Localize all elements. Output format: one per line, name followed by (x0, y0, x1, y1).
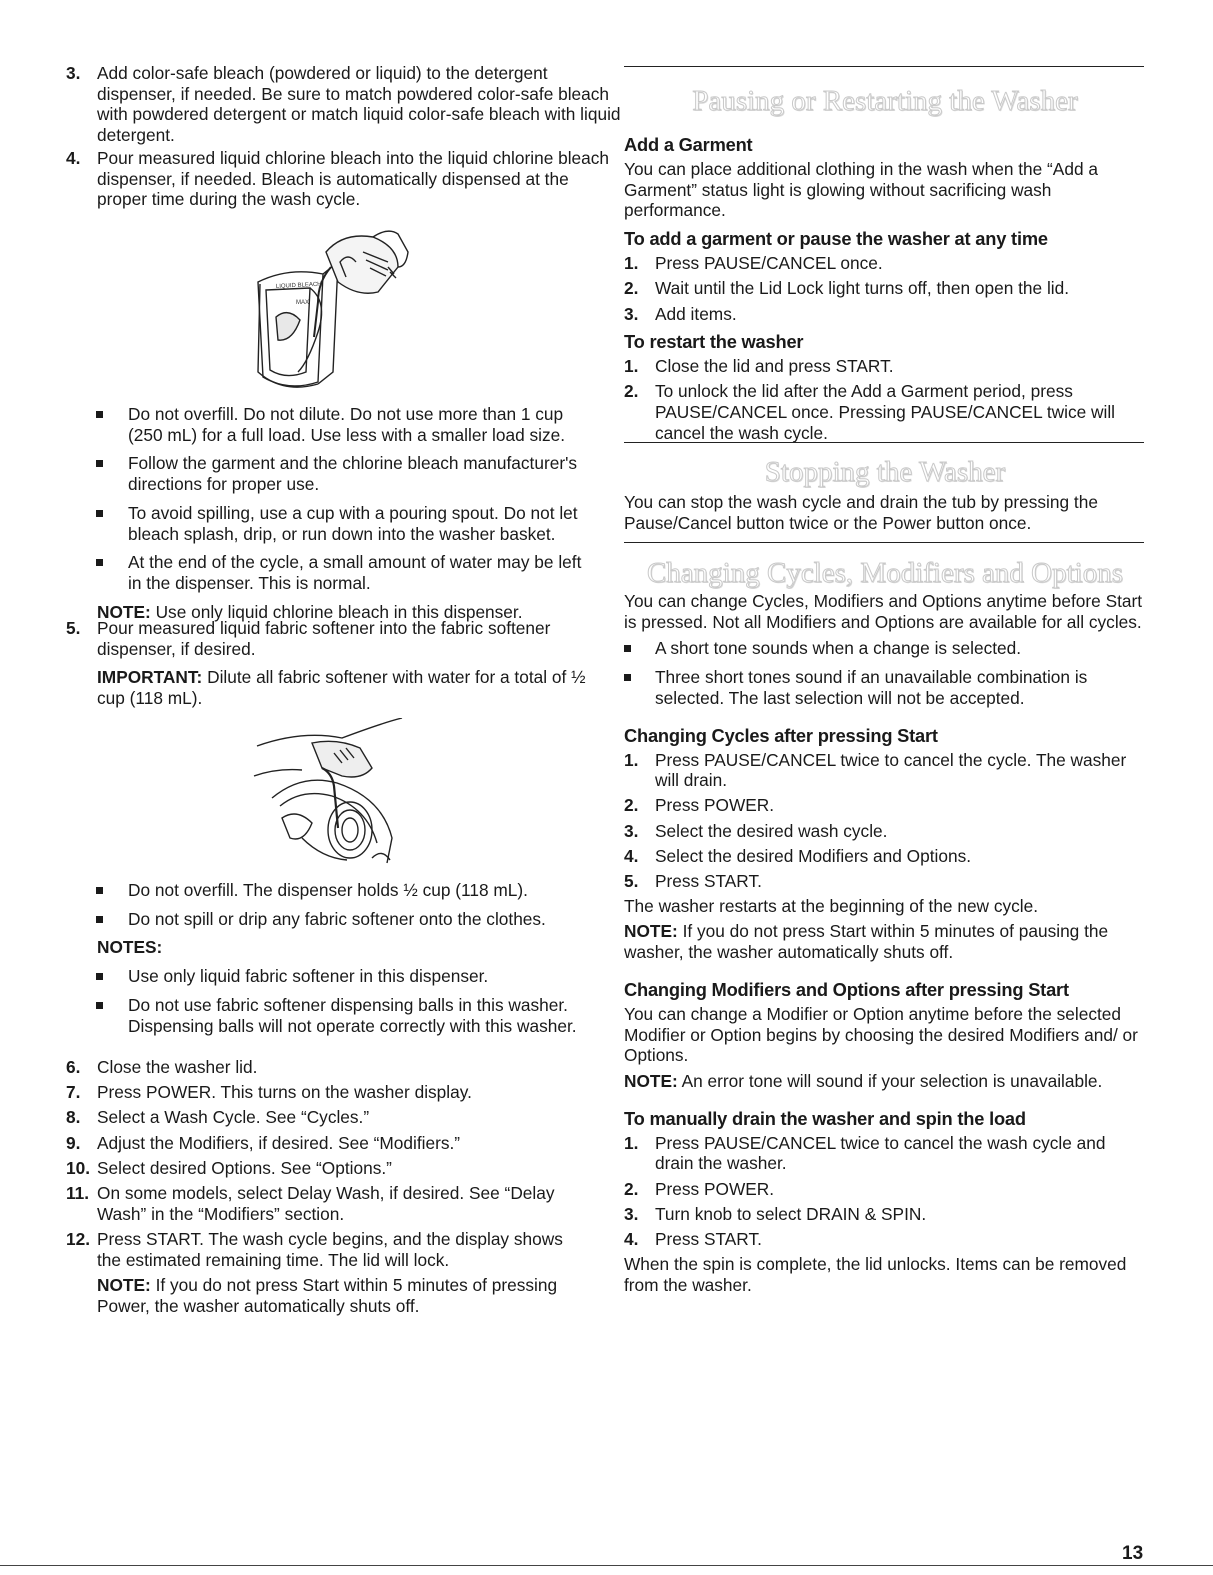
step-number: 5. (66, 618, 81, 638)
list-item: A short tone sounds when a change is selected. (624, 638, 1146, 659)
drain-step-4 (624, 1229, 1146, 1250)
important-text: Dilute all fabric softener with water for a total of ½ cup (118 mL). (97, 667, 586, 709)
modifiers-text: You can change a Modifier or Option anytime before the selected Modifier or Option begins by choosing the desired Modifiers and/ or Options. (624, 1003, 1138, 1066)
section-title-pausing: Pausing or Restarting the Washer (692, 85, 1078, 117)
step-text: Press POWER. (655, 795, 775, 816)
step-text: On some models, select Delay Wash, if desired. See “Delay Wash” in the “Modifiers” section. (97, 1183, 555, 1224)
step-text: Select desired Options. See “Options.” (97, 1157, 392, 1178)
step-number: 5. (624, 871, 639, 892)
stopping-text: You can stop the wash cycle and drain the tub by pressing the Pause/Cancel button twice or the Power button once. (624, 492, 1098, 533)
cycles-step-2 (624, 795, 1146, 816)
step-number: 10. (66, 1157, 91, 1178)
step-12 (66, 1229, 591, 1270)
list-item: Follow the garment and the chlorine bleach manufacturer's directions for proper use. (66, 453, 591, 494)
step-text: Press START. (655, 1228, 762, 1249)
note-label: NOTE: (624, 1070, 678, 1091)
step-text: Press POWER. (655, 1178, 775, 1199)
step-text: Turn knob to select DRAIN & SPIN. (655, 1203, 927, 1224)
note-text: If you do not press Start within 5 minutes of pausing the washer, the washer automatically shuts off. (624, 921, 1109, 963)
to-add-step-1 (624, 253, 1146, 274)
restart-step-1 (624, 356, 1146, 377)
step-4 (66, 148, 622, 210)
step-number: 3. (624, 1203, 639, 1224)
step-text: Close the washer lid. (97, 1057, 258, 1077)
step-text: Pour measured liquid chlorine bleach into the liquid chlorine bleach dispenser, if needed. Bleach is automatically dispensed at the proper time during the wash cycle. (97, 148, 610, 210)
step-text: Wait until the Lid Lock light turns off, then open the lid. (655, 278, 1070, 299)
changing-cycles-heading: Changing Cycles after pressing Start (624, 724, 938, 746)
changing-modifiers-heading: Changing Modifiers and Options after pressing Start (624, 978, 1069, 1000)
step-number: 12. (66, 1228, 91, 1249)
to-add-step-2 (624, 278, 1146, 299)
max-label: MAX (296, 300, 310, 306)
step-text: Select the desired wash cycle. (655, 820, 888, 841)
step-text: Press START. The wash cycle begins, and the display shows the estimated remaining time. The lid will lock. (97, 1228, 563, 1270)
note-error-tone (624, 1071, 1146, 1092)
note-text: An error tone will sound if your selection is unavailable. (677, 1070, 1103, 1091)
drain-step-2 (624, 1179, 1146, 1200)
step-number: 4. (624, 845, 639, 866)
step-number: 6. (66, 1057, 81, 1077)
step-text: Close the lid and press START. (655, 356, 894, 377)
step-9 (66, 1133, 591, 1154)
drain-done-text: When the spin is complete, the lid unlocks. Items can be removed from the washer. (624, 1254, 1127, 1295)
cycles-step-4 (624, 846, 1146, 867)
step-text: Pour measured liquid fabric softener into the fabric softener dispenser, if desired. (97, 618, 551, 659)
step-5 (66, 618, 591, 659)
add-garment-heading: Add a Garment (624, 134, 753, 155)
step-number: 7. (66, 1082, 81, 1103)
step-text: Press PAUSE/CANCEL twice to cancel the cycle. The washer will drain. (655, 749, 1127, 791)
drain-step-3 (624, 1204, 1146, 1225)
cycles-step-3 (624, 821, 1146, 842)
notes-heading: NOTES: (97, 937, 163, 958)
section-title-stopping: Stopping the Washer (764, 456, 1006, 488)
softener-dispenser-illustration (242, 718, 422, 868)
step-number: 1. (624, 749, 639, 770)
step-8 (66, 1107, 591, 1128)
step-number: 8. (66, 1107, 81, 1128)
step-5-block (66, 618, 591, 709)
to-add-heading: To add a garment or pause the washer at any time (624, 228, 1048, 250)
liquid-bleach-label: LIQUID BLEACH (275, 281, 322, 290)
note-label: NOTE: (97, 601, 151, 622)
page-number: 13 (1122, 1543, 1144, 1564)
list-item: Do not overfill. Do not dilute. Do not use more than 1 cup (250 mL) for a full load. Use less with a smaller load size. (66, 404, 591, 445)
step-number: 2. (624, 1178, 639, 1199)
add-garment-text: You can place additional clothing in the wash when the “Add a Garment” status light is glowing without sacrificing wash performance. (624, 159, 1098, 221)
list-item: Do not use fabric softener dispensing balls in this washer. Dispensing balls will not operate correctly with this washer. (66, 995, 591, 1036)
step-3 (66, 63, 622, 146)
step-number: 9. (66, 1132, 81, 1153)
section-divider (624, 66, 1144, 67)
restarts-text: The washer restarts at the beginning of the new cycle. (624, 896, 1039, 917)
changing-section (624, 591, 1146, 1296)
note-label: NOTE: (624, 921, 678, 942)
step-number: 1. (624, 356, 639, 377)
note-label: NOTE: (97, 1274, 151, 1295)
list-item: To avoid spilling, use a cup with a pouring spout. Do not let bleach splash, drip, or run down into the washer basket. (66, 503, 591, 544)
important-label: IMPORTANT: (97, 667, 203, 688)
footer-rule (0, 1565, 1213, 1566)
changing-intro: You can change Cycles, Modifiers and Options anytime before Start is pressed. Not all Modifiers and Options are available for all cycles. (624, 591, 1143, 632)
note-text: If you do not press Start within 5 minutes of pressing Power, the washer automatically shuts off. (97, 1274, 558, 1316)
step-number: 1. (624, 253, 639, 274)
step-number: 2. (624, 795, 639, 816)
bleach-bullet-list (66, 404, 591, 622)
step-number: 2. (624, 381, 639, 402)
step-text: Press START. (655, 871, 762, 892)
step-text: To unlock the lid after the Add a Garment period, press PAUSE/CANCEL once. Pressing PAUSE/CANCEL twice will cancel the wash cycle. (655, 381, 1116, 443)
step-10 (66, 1158, 591, 1179)
steps-6-12 (66, 1057, 591, 1316)
section-divider (624, 442, 1144, 443)
step-number: 4. (66, 148, 81, 168)
section-title-changing: Changing Cycles, Modifiers and Options (646, 557, 1124, 589)
cycles-step-1 (624, 750, 1146, 791)
step-text: Adjust the Modifiers, if desired. See “Modifiers.” (97, 1132, 461, 1153)
step-text: Select the desired Modifiers and Options. (655, 845, 972, 866)
step-11 (66, 1183, 591, 1224)
step-7 (66, 1082, 591, 1103)
notes-label (66, 937, 591, 958)
note-text: Use only liquid chlorine bleach in this dispenser. (150, 601, 523, 622)
bleach-dispenser-illustration (248, 222, 418, 397)
pausing-section (624, 134, 1146, 444)
step-6 (66, 1057, 591, 1078)
note-pausing (624, 921, 1146, 962)
step-text: Press PAUSE/CANCEL once. (655, 253, 883, 274)
list-item: Do not overfill. The dispenser holds ½ cup (118 mL). (66, 880, 591, 901)
softener-bullet-list (66, 880, 591, 1036)
restart-heading: To restart the washer (624, 331, 804, 353)
note-power (66, 1275, 591, 1316)
step-text: Add color-safe bleach (powdered or liquid) to the detergent dispenser, if needed. Be sure to match powdered color-safe bleach with powdered detergent or match liquid color-safe bleach with liquid detergent. (97, 63, 621, 146)
step-number: 3. (624, 303, 639, 324)
restart-step-2 (624, 381, 1146, 443)
step-number: 2. (624, 278, 639, 299)
drain-step-1 (624, 1133, 1146, 1174)
step-text: Press POWER. This turns on the washer display. (97, 1082, 472, 1103)
step-number: 1. (624, 1132, 639, 1153)
cycles-step-5 (624, 871, 1146, 892)
list-item: Three short tones sound if an unavailable combination is selected. The last selection will not be accepted. (624, 667, 1146, 708)
step-number: 3. (66, 63, 81, 83)
step-text: Select a Wash Cycle. See “Cycles.” (97, 1107, 370, 1128)
manual-drain-heading: To manually drain the washer and spin the load (624, 1107, 1026, 1129)
list-item: Do not spill or drip any fabric softener onto the clothes. (66, 909, 591, 930)
list-item: Use only liquid fabric softener in this dispenser. (66, 966, 591, 987)
step-number: 3. (624, 820, 639, 841)
list-item: At the end of the cycle, a small amount of water may be left in the dispenser. This is normal. (66, 552, 591, 593)
to-add-step-3 (624, 304, 1146, 325)
step-text: Add items. (655, 303, 737, 324)
important-note (66, 667, 591, 708)
step-number: 11. (66, 1183, 90, 1204)
step-text: Press PAUSE/CANCEL twice to cancel the wash cycle and drain the washer. (655, 1132, 1106, 1174)
step-number: 4. (624, 1228, 639, 1249)
section-divider (624, 542, 1144, 543)
